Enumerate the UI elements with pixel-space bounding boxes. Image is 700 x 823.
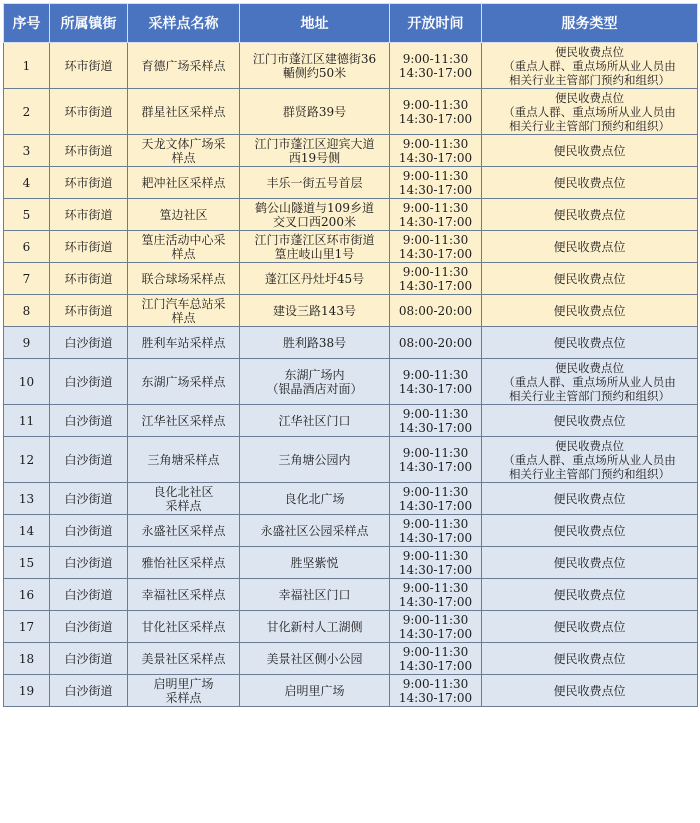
cell-address: 胜坚紫悦	[240, 547, 390, 579]
cell-service: 便民收费点位	[482, 579, 698, 611]
table-header	[4, 4, 698, 43]
cell-address: 建设三路143号	[240, 295, 390, 327]
cell-address: 幸福社区门口	[240, 579, 390, 611]
table-body	[4, 43, 698, 707]
cell-hours: 08:00-20:00	[390, 327, 482, 359]
cell-site-name: 幸福社区采样点	[128, 579, 240, 611]
cell-service: 便民收费点位	[482, 199, 698, 231]
cell-address: 蓬江区丹灶圩45号	[240, 263, 390, 295]
cell-town: 白沙街道	[50, 483, 128, 515]
cell-hours: 9:00-11:30 14:30-17:00	[390, 515, 482, 547]
header-index: 序号	[4, 4, 50, 43]
cell-index: 1	[4, 43, 50, 89]
table-row	[4, 405, 698, 437]
table-row	[4, 43, 698, 89]
cell-index: 6	[4, 231, 50, 263]
cell-index: 18	[4, 643, 50, 675]
cell-service: 便民收费点位 （重点人群、重点场所从业人员由 相关行业主管部门预约和组织）	[482, 359, 698, 405]
table-row	[4, 675, 698, 707]
cell-hours: 9:00-11:30 14:30-17:00	[390, 547, 482, 579]
cell-hours: 9:00-11:30 14:30-17:00	[390, 437, 482, 483]
table-row	[4, 89, 698, 135]
cell-town: 白沙街道	[50, 547, 128, 579]
cell-address: 江门市蓬江区环市街道 篁庄岐山里1号	[240, 231, 390, 263]
cell-hours: 9:00-11:30 14:30-17:00	[390, 405, 482, 437]
cell-site-name: 江华社区采样点	[128, 405, 240, 437]
cell-index: 13	[4, 483, 50, 515]
cell-address: 江门市蓬江区迎宾大道 西19号侧	[240, 135, 390, 167]
cell-site-name: 永盛社区采样点	[128, 515, 240, 547]
cell-index: 12	[4, 437, 50, 483]
cell-town: 白沙街道	[50, 643, 128, 675]
cell-hours: 9:00-11:30 14:30-17:00	[390, 579, 482, 611]
header-address: 地址	[240, 4, 390, 43]
sampling-sites-table	[3, 3, 698, 707]
cell-service: 便民收费点位	[482, 643, 698, 675]
cell-index: 2	[4, 89, 50, 135]
cell-town: 白沙街道	[50, 579, 128, 611]
cell-service: 便民收费点位	[482, 515, 698, 547]
cell-hours: 9:00-11:30 14:30-17:00	[390, 89, 482, 135]
cell-hours: 9:00-11:30 14:30-17:00	[390, 675, 482, 707]
cell-town: 白沙街道	[50, 437, 128, 483]
cell-town: 环市街道	[50, 135, 128, 167]
cell-address: 胜利路38号	[240, 327, 390, 359]
cell-town: 环市街道	[50, 167, 128, 199]
cell-town: 白沙街道	[50, 675, 128, 707]
cell-address: 永盛社区公园采样点	[240, 515, 390, 547]
cell-address: 美景社区侧小公园	[240, 643, 390, 675]
cell-site-name: 篁庄活动中心采 样点	[128, 231, 240, 263]
cell-service: 便民收费点位	[482, 405, 698, 437]
cell-index: 3	[4, 135, 50, 167]
cell-site-name: 良化北社区 采样点	[128, 483, 240, 515]
cell-town: 环市街道	[50, 199, 128, 231]
cell-address: 丰乐一街五号首层	[240, 167, 390, 199]
cell-address: 群贤路39号	[240, 89, 390, 135]
table-row	[4, 611, 698, 643]
cell-town: 环市街道	[50, 89, 128, 135]
header-service: 服务类型	[482, 4, 698, 43]
cell-site-name: 美景社区采样点	[128, 643, 240, 675]
cell-service: 便民收费点位	[482, 327, 698, 359]
cell-town: 白沙街道	[50, 405, 128, 437]
cell-index: 4	[4, 167, 50, 199]
header-row	[4, 4, 698, 43]
table-row	[4, 263, 698, 295]
sampling-sites-table-container	[3, 3, 697, 707]
cell-town: 白沙街道	[50, 611, 128, 643]
cell-site-name: 天龙文体广场采 样点	[128, 135, 240, 167]
cell-address: 启明里广场	[240, 675, 390, 707]
cell-address: 江门市蓬江区建德街36 輴侧约50米	[240, 43, 390, 89]
cell-address: 甘化新村人工湖侧	[240, 611, 390, 643]
table-row	[4, 515, 698, 547]
table-row	[4, 231, 698, 263]
cell-address: 江华社区门口	[240, 405, 390, 437]
cell-service: 便民收费点位	[482, 611, 698, 643]
table-row	[4, 327, 698, 359]
cell-service: 便民收费点位	[482, 483, 698, 515]
header-site-name: 采样点名称	[128, 4, 240, 43]
table-row	[4, 199, 698, 231]
header-hours: 开放时间	[390, 4, 482, 43]
cell-hours: 9:00-11:30 14:30-17:00	[390, 263, 482, 295]
cell-index: 8	[4, 295, 50, 327]
table-row	[4, 579, 698, 611]
cell-hours: 9:00-11:30 14:30-17:00	[390, 643, 482, 675]
cell-town: 白沙街道	[50, 515, 128, 547]
table-row	[4, 483, 698, 515]
cell-address: 鹤公山隧道与109乡道 交叉口西200米	[240, 199, 390, 231]
cell-index: 9	[4, 327, 50, 359]
cell-index: 17	[4, 611, 50, 643]
cell-index: 15	[4, 547, 50, 579]
cell-site-name: 甘化社区采样点	[128, 611, 240, 643]
cell-index: 19	[4, 675, 50, 707]
cell-index: 5	[4, 199, 50, 231]
cell-hours: 9:00-11:30 14:30-17:00	[390, 359, 482, 405]
table-row	[4, 135, 698, 167]
cell-service: 便民收费点位	[482, 167, 698, 199]
cell-site-name: 东湖广场采样点	[128, 359, 240, 405]
cell-site-name: 胜利车站采样点	[128, 327, 240, 359]
cell-index: 10	[4, 359, 50, 405]
cell-town: 白沙街道	[50, 359, 128, 405]
cell-town: 白沙街道	[50, 327, 128, 359]
cell-site-name: 江门汽车总站采 样点	[128, 295, 240, 327]
cell-service: 便民收费点位 （重点人群、重点场所从业人员由 相关行业主管部门预约和组织）	[482, 89, 698, 135]
cell-town: 环市街道	[50, 231, 128, 263]
cell-index: 14	[4, 515, 50, 547]
cell-service: 便民收费点位	[482, 231, 698, 263]
cell-index: 7	[4, 263, 50, 295]
cell-town: 环市街道	[50, 43, 128, 89]
cell-site-name: 雅怡社区采样点	[128, 547, 240, 579]
cell-site-name: 篁边社区	[128, 199, 240, 231]
table-row	[4, 643, 698, 675]
table-row	[4, 547, 698, 579]
table-row	[4, 295, 698, 327]
cell-service: 便民收费点位 （重点人群、重点场所从业人员由 相关行业主管部门预约和组织）	[482, 43, 698, 89]
cell-town: 环市街道	[50, 295, 128, 327]
cell-service: 便民收费点位 （重点人群、重点场所从业人员由 相关行业主管部门预约和组织）	[482, 437, 698, 483]
cell-town: 环市街道	[50, 263, 128, 295]
cell-hours: 08:00-20:00	[390, 295, 482, 327]
cell-address: 三角塘公园内	[240, 437, 390, 483]
cell-service: 便民收费点位	[482, 295, 698, 327]
cell-service: 便民收费点位	[482, 547, 698, 579]
cell-hours: 9:00-11:30 14:30-17:00	[390, 611, 482, 643]
cell-hours: 9:00-11:30 14:30-17:00	[390, 167, 482, 199]
cell-service: 便民收费点位	[482, 135, 698, 167]
cell-hours: 9:00-11:30 14:30-17:00	[390, 43, 482, 89]
cell-site-name: 育德广场采样点	[128, 43, 240, 89]
cell-service: 便民收费点位	[482, 263, 698, 295]
cell-site-name: 联合球场采样点	[128, 263, 240, 295]
header-town: 所属镇街	[50, 4, 128, 43]
cell-index: 16	[4, 579, 50, 611]
cell-hours: 9:00-11:30 14:30-17:00	[390, 231, 482, 263]
cell-address: 东湖广场内 （银晶酒店对面）	[240, 359, 390, 405]
table-row	[4, 359, 698, 405]
table-row	[4, 437, 698, 483]
cell-site-name: 耙冲社区采样点	[128, 167, 240, 199]
cell-hours: 9:00-11:30 14:30-17:00	[390, 483, 482, 515]
table-row	[4, 167, 698, 199]
cell-site-name: 群星社区采样点	[128, 89, 240, 135]
cell-index: 11	[4, 405, 50, 437]
cell-hours: 9:00-11:30 14:30-17:00	[390, 135, 482, 167]
cell-address: 良化北广场	[240, 483, 390, 515]
cell-service: 便民收费点位	[482, 675, 698, 707]
cell-site-name: 启明里广场 采样点	[128, 675, 240, 707]
cell-site-name: 三角塘采样点	[128, 437, 240, 483]
cell-hours: 9:00-11:30 14:30-17:00	[390, 199, 482, 231]
